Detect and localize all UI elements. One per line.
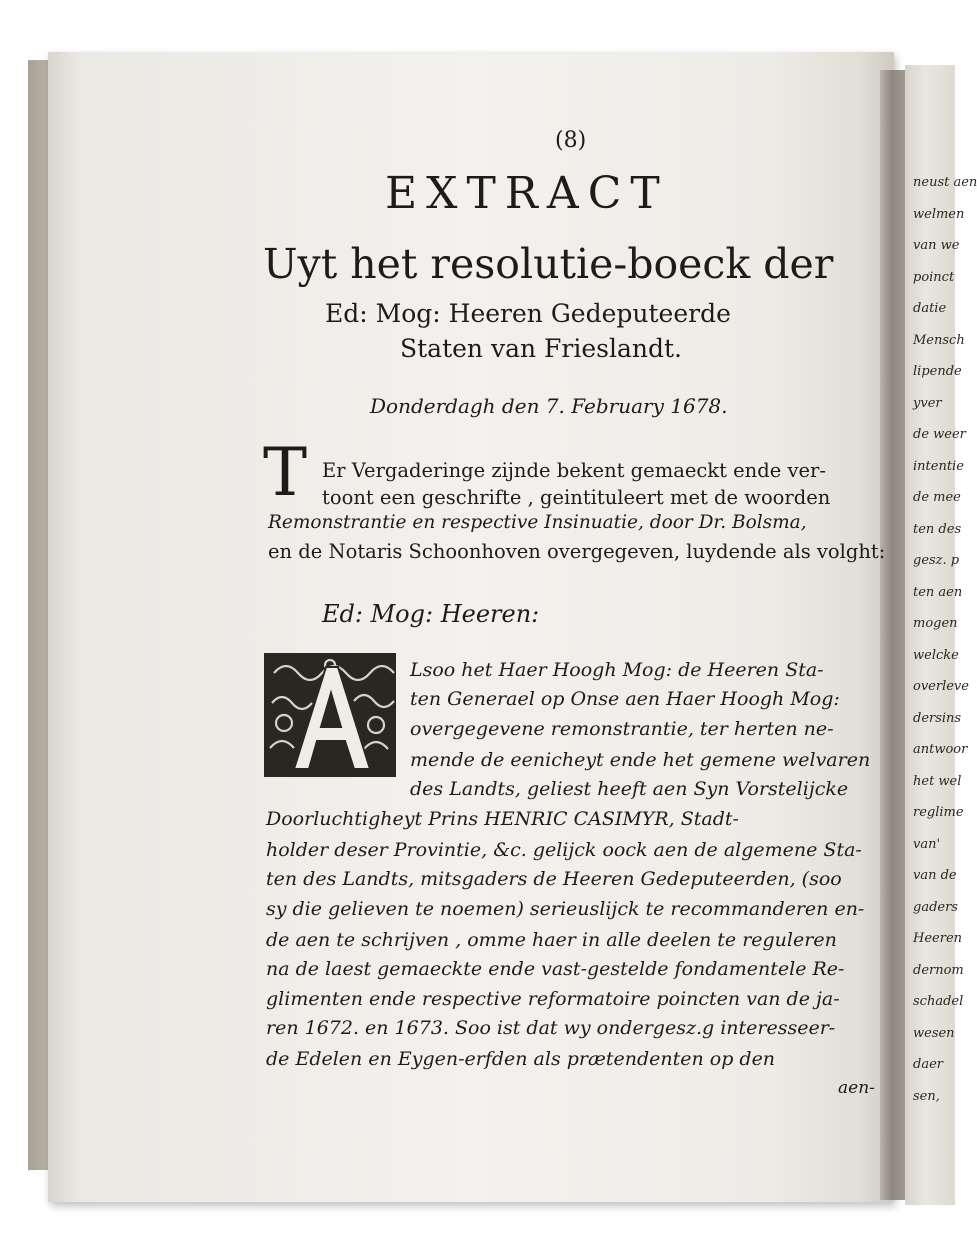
petition-line: Doorluchtigheyt Prins HENRIC CASIMYR, Stadt- <box>266 808 739 830</box>
facing-page-line: de weer <box>913 427 966 442</box>
petition-line: glimenten ende respective reformatoire poincten van de ja- <box>266 988 840 1010</box>
petition-line: Lsoo het Haer Hoogh Mog: de Heeren Sta- <box>410 659 824 681</box>
facing-page-line: sen, <box>913 1088 940 1104</box>
facing-page-line: het wel <box>913 773 962 789</box>
petition-line: des Landts, geliest heeft aen Syn Vorstelijcke <box>410 778 849 800</box>
facing-page-line: welcke <box>913 647 959 663</box>
facing-page-line: dersins <box>913 710 962 726</box>
petition-line: na de laest gemaeckte ende vast-gestelde fondamentele Re- <box>266 958 845 980</box>
facing-page-line: Heeren <box>913 931 963 946</box>
title: EXTRACT <box>385 168 669 219</box>
petition-line: de Edelen en Eygen-erfden als prætendenten op den <box>266 1048 776 1070</box>
facing-page-line: antwoor <box>913 742 968 757</box>
facing-page-line: dernom <box>913 962 964 978</box>
catchword: aen- <box>838 1078 875 1098</box>
facing-page-line: van we <box>913 238 960 253</box>
petition-line: sy die gelieven te noemen) serieuslijck te recommanderen en- <box>266 898 865 920</box>
intro-line: Remonstrantie en respective Insinuatie, door Dr. Bolsma, <box>268 512 807 533</box>
facing-page-line: gaders <box>913 899 958 915</box>
petition-line: mende de eenicheyt ende het gemene welvaren <box>410 749 871 771</box>
intro-drop-cap: T <box>263 434 308 511</box>
woodcut-initial <box>264 653 396 777</box>
facing-page-line: gesz. p <box>913 553 960 568</box>
petition-line: ten Generael op Onse aen Haer Hoogh Mog: <box>410 688 840 710</box>
intro-line: Er Vergaderinge zijnde bekent gemaeckt ende ver- <box>322 459 826 482</box>
heading-line-3: Staten van Frieslandt. <box>400 334 682 363</box>
address-salutation: Ed: Mog: Heeren: <box>322 600 540 628</box>
facing-page-line: reglime <box>913 805 964 820</box>
heading-line-1: Uyt het resolutie-boeck der <box>263 240 834 288</box>
intro-line: toont een geschrifte , geintituleert met de woorden <box>322 486 831 509</box>
date-line: Donderdagh den 7. February 1678. <box>370 394 728 418</box>
facing-page-line: ten aen <box>913 584 963 600</box>
facing-page-line: lipende <box>913 364 962 379</box>
facing-page-line: ten des <box>913 521 962 537</box>
intro-line: en de Notaris Schoonhoven overgegeven, luydende als volght: <box>268 540 886 563</box>
petition-line: ten des Landts, mitsgaders de Heeren Gedeputeerden, (soo <box>266 868 842 890</box>
facing-page-line: schadel <box>913 994 964 1009</box>
petition-line: holder deser Provintie, &c. gelijck oock aen de algemene Sta- <box>266 839 862 861</box>
page-number: (8) <box>555 128 587 153</box>
facing-page-line: yver <box>913 395 942 411</box>
facing-page-line: overleve <box>913 679 969 694</box>
heading-line-2: Ed: Mog: Heeren Gedeputeerde <box>325 299 731 328</box>
facing-page-line: van' <box>913 836 941 852</box>
facing-page-line: welmen <box>913 206 965 222</box>
facing-page-line: poinct <box>913 269 955 285</box>
facing-page-line: mogen <box>913 616 958 631</box>
petition-line: overgegevene remonstrantie, ter herten ne- <box>410 718 834 740</box>
facing-page-line: van de <box>913 868 957 883</box>
petition-line: ren 1672. en 1673. Soo ist dat wy ondergesz.g interesseer- <box>266 1017 836 1039</box>
facing-page-line: datie <box>913 301 947 316</box>
petition-line: de aen te schrijven , omme haer in alle deelen te reguleren <box>266 929 837 951</box>
ornament-icon <box>264 653 396 777</box>
facing-page-line: wesen <box>913 1025 955 1041</box>
facing-page-line: de mee <box>913 490 961 505</box>
facing-page-line: neust aen <box>913 175 977 190</box>
facing-page-line: intentie <box>913 458 964 474</box>
facing-page-line: Mensch <box>913 332 965 348</box>
facing-page-line: daer <box>913 1057 943 1072</box>
